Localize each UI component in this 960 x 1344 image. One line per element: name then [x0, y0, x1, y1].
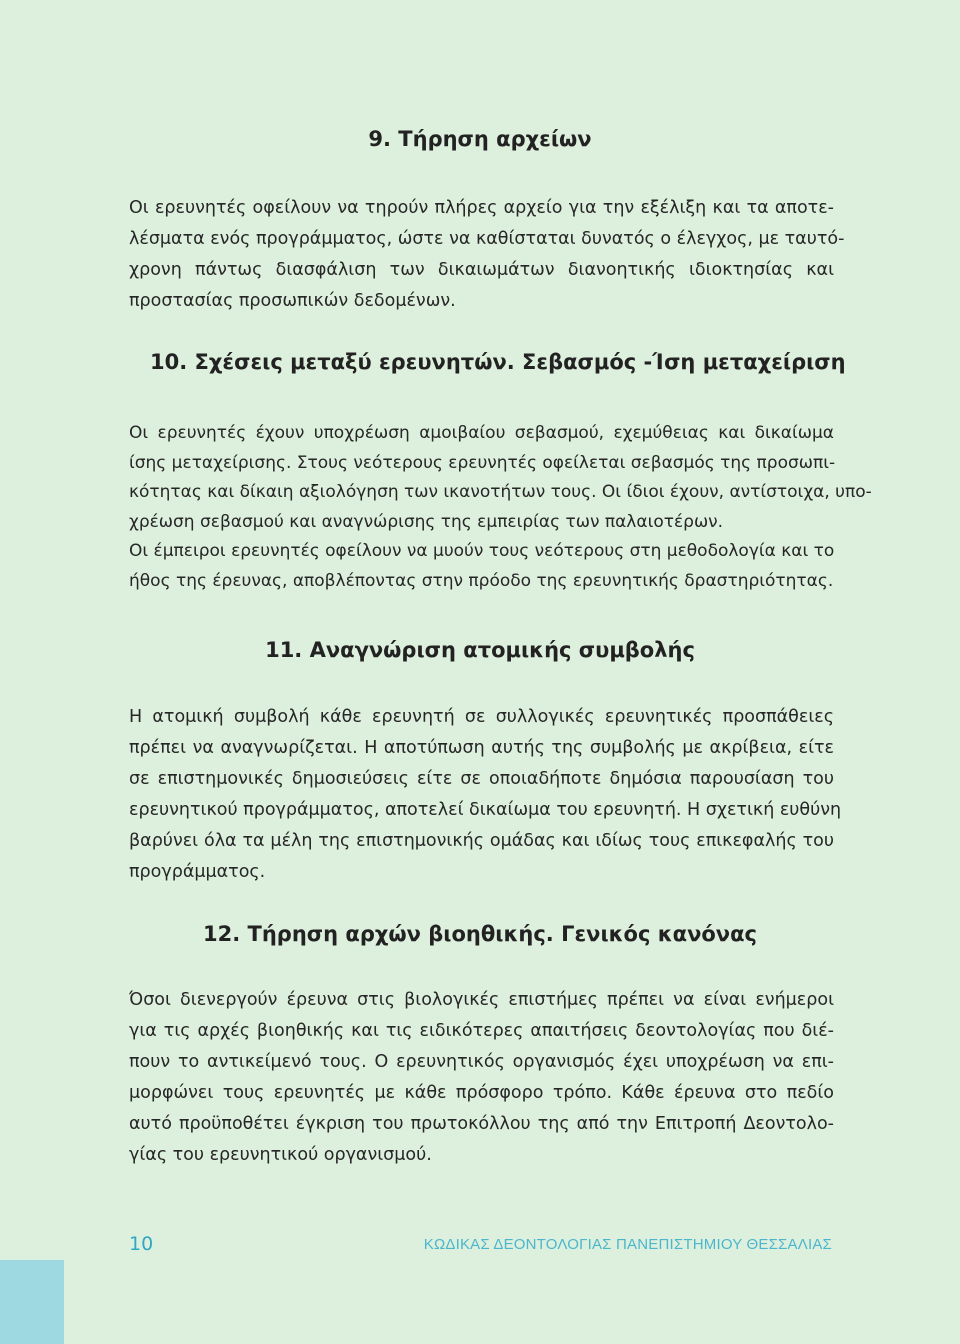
paragraph-line: πουν το αντικείμενό τους. Ο ερευνητικός οργανισμός έχει υποχρέωση να επι-	[129, 1052, 834, 1072]
paragraph-line: ίσης μεταχείρισης. Στους νεότερους ερευνητές οφείλεται σεβασμός της προσωπι-	[129, 452, 836, 473]
section-9-heading: 9. Τήρηση αρχείων	[368, 127, 592, 151]
paragraph-line: προγράμματος.	[129, 862, 266, 882]
section-9-paragraph	[129, 193, 845, 317]
section-11-paragraph	[129, 702, 842, 888]
paragraph-line: ήθος της έρευνας, αποβλέποντας στην πρόοδο της ερευνητικής δραστηριότητας.	[129, 570, 834, 591]
paragraph-line: Οι ερευνητές οφείλουν να τηρούν πλήρες αρχείο για την εξέλιξη και τα αποτε-	[129, 198, 834, 218]
corner-color-tab	[0, 1260, 64, 1344]
paragraph-line: αυτό προϋποθέτει έγκριση του πρωτοκόλλου της από την Επιτροπή Δεοντολο-	[129, 1114, 834, 1134]
paragraph-line: Όσοι διενεργούν έρευνα στις βιολογικές επιστήμες πρέπει να είναι ενήμεροι	[129, 990, 834, 1010]
paragraph-line: λέσματα ενός προγράμματος, ώστε να καθίσταται δυνατός ο έλεγχος, με ταυτό-	[129, 229, 845, 249]
section-12-paragraph	[129, 985, 834, 1171]
paragraph-line: κότητας και δίκαιη αξιολόγηση των ικανοτήτων τους. Οι ίδιοι έχουν, αντίστοιχα, υπο-	[129, 482, 872, 502]
paragraph-line: Η ατομική συμβολή κάθε ερευνητή σε συλλογικές ερευνητικές προσπάθειες	[129, 707, 834, 727]
section-11-heading: 11. Αναγνώριση ατομικής συμβολής	[265, 638, 695, 662]
paragraph-line: χρέωση σεβασμού και αναγνώρισης της εμπειρίας των παλαιοτέρων.	[129, 511, 724, 532]
paragraph-line: Οι έμπειροι ερευνητές οφείλουν να μυούν τους νεότερους στη μεθοδολογία και το	[129, 541, 835, 561]
paragraph-line: Οι ερευνητές έχουν υποχρέωση αμοιβαίου σεβασμού, εχεμύθειας και δικαίωμα	[129, 423, 834, 443]
paragraph-line: προστασίας προσωπικών δεδομένων.	[129, 291, 456, 311]
paragraph-line: βαρύνει όλα τα μέλη της επιστημονικής ομάδας και ιδίως τους επικεφαλής του	[129, 831, 834, 851]
paragraph-line: ερευνητικού προγράμματος, αποτελεί δικαίωμα του ερευνητή. Η σχετική ευθύνη	[129, 800, 842, 820]
section-10-paragraph	[129, 419, 872, 596]
section-12-heading: 12. Τήρηση αρχών βιοηθικής. Γενικός κανόνας	[203, 922, 757, 946]
paragraph-line: πρέπει να αναγνωρίζεται. Η αποτύπωση αυτής της συμβολής με ακρίβεια, είτε	[129, 738, 834, 758]
paragraph-line: μορφώνει τους ερευνητές με κάθε πρόσφορο τρόπο. Κάθε έρευνα στο πεδίο	[129, 1083, 834, 1103]
running-footer-title: ΚΩΔΙΚΑΣ ΔΕΟΝΤΟΛΟΓΙΑΣ ΠΑΝΕΠΙΣΤΗΜΙΟΥ ΘΕΣΣΑΛΙΑΣ	[423, 1236, 832, 1253]
section-10-heading: 10. Σχέσεις μεταξύ ερευνητών. Σεβασμός -Ίση μεταχείριση	[150, 350, 846, 374]
paragraph-line: σε επιστημονικές δημοσιεύσεις είτε σε οποιαδήποτε δημόσια παρουσίαση του	[129, 769, 834, 789]
paragraph-line: χρονη πάντως διασφάλιση των δικαιωμάτων διανοητικής ιδιοκτησίας και	[129, 260, 834, 280]
paragraph-line: για τις αρχές βιοηθικής και τις ειδικότερες απαιτήσεις δεοντολογίας που διέ-	[129, 1021, 834, 1041]
paragraph-line: γίας του ερευνητικού οργανισμού.	[129, 1145, 432, 1165]
page-number: 10	[129, 1233, 154, 1255]
